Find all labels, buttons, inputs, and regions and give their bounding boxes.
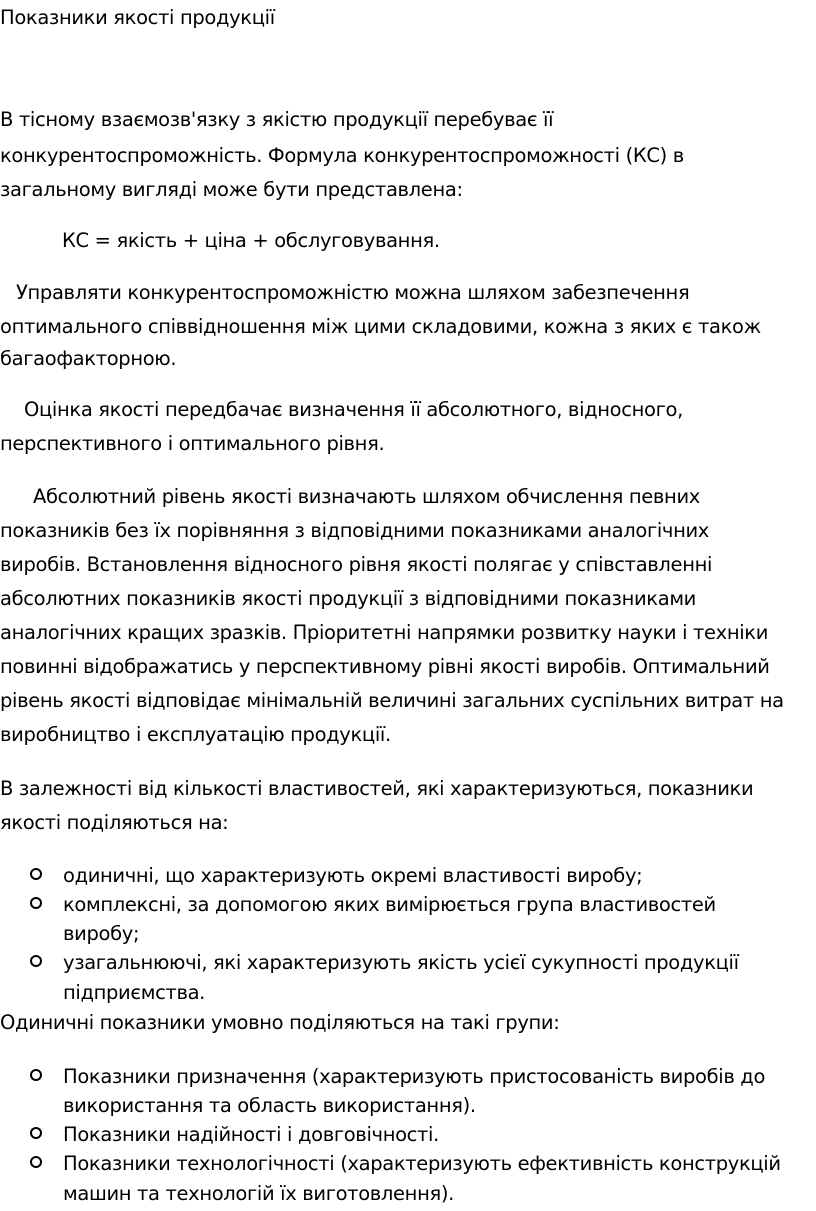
circle-bullet-icon [30,897,42,909]
paragraph-line: перспективного і оптимального рівня. [0,432,385,455]
paragraph-line: конкурентоспроможність. Формула конкурентоспроможності (КС) в [0,144,684,167]
paragraph-line: показників без їх порівняння з відповідними показниками аналогічних [0,519,709,542]
list-item-text: використання та область використання). [63,1094,476,1117]
paragraph-line: загальному вигляді може бути представлена: [0,178,463,201]
paragraph-line: рівень якості відповідає мінімальній величині загальних суспільних витрат на [0,689,784,712]
paragraph-line: Одиничні показники умовно поділяються на такі групи: [0,1011,560,1034]
circle-bullet-icon [30,955,42,967]
list-item-text: одиничні, що характеризують окремі властивості виробу; [63,864,643,887]
list-item-text: Показники призначення (характеризують пристосованість виробів до [63,1065,766,1088]
paragraph-line: Абсолютний рівень якості визначають шляхом обчислення певних [33,485,700,508]
circle-bullet-icon [30,1069,42,1081]
list-item-text: Показники надійності і довговічності. [63,1123,439,1146]
paragraph-line: виробництво і експлуатацію продукції. [0,723,391,746]
paragraph-line: В тісному взаємозв'язку з якістю продукції перебуває її [0,108,554,131]
document-title: Показники якості продукції [0,6,275,29]
paragraph-line: абсолютних показників якості продукції з відповідними показниками [0,587,697,610]
list-item-text: машин та технологій їх виготовлення). [63,1182,454,1205]
paragraph-line: аналогічних кращих зразків. Пріоритетні напрямки розвитку науки і техніки [0,621,769,644]
paragraph-line: оптимального співвідношення між цими складовими, кожна з яких є також [0,315,761,338]
paragraph-line: В залежності від кількості властивостей, які характеризуються, показники [0,777,754,800]
paragraph-line: повинні відображатись у перспективному рівні якості виробів. Оптимальний [0,655,770,678]
paragraph-line: виробів. Встановлення відносного рівня якості полягає у співставленні [0,553,713,576]
list-item-text: підприємства. [63,981,206,1004]
paragraph-line: багаофакторною. [0,347,177,370]
circle-bullet-icon [30,868,42,880]
paragraph-line: Управляти конкурентоспроможністю можна шляхом забезпечення [16,281,690,304]
list-item-text: узагальнюючі, які характеризують якість усієї сукупності продукції [63,951,739,974]
list-item-text: комплексні, за допомогою яких вимірюється група властивостей [63,893,716,916]
circle-bullet-icon [30,1156,42,1168]
formula-line: КС = якість + ціна + обслуговування. [62,229,440,252]
circle-bullet-icon [30,1127,42,1139]
paragraph-line: якості поділяються на: [0,811,229,834]
paragraph-line: Оцінка якості передбачає визначення її абсолютного, відносного, [24,398,683,421]
list-item-text: Показники технологічності (характеризують ефективність конструкцій [63,1152,781,1175]
list-item-text: виробу; [63,922,140,945]
